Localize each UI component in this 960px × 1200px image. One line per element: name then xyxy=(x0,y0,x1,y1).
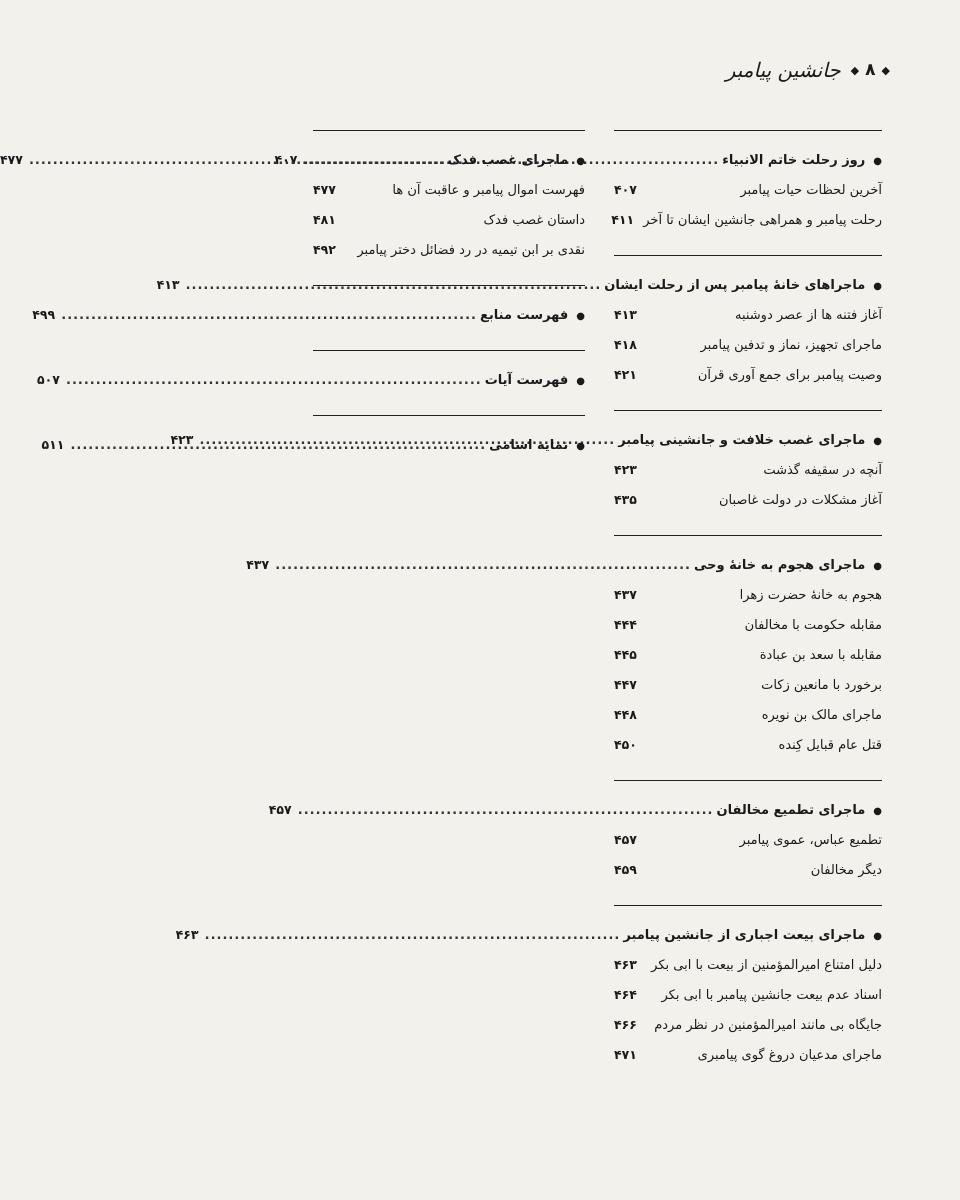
toc-entry-title: ماجرای تجهیز، نماز و تدفین پیامبر xyxy=(700,338,882,353)
diamond-ornament-icon: ◆ xyxy=(850,63,860,77)
toc-page-number: ۴۲۳ xyxy=(170,432,194,447)
toc-heading-title: فهرست منابع xyxy=(480,308,569,323)
toc-entry-title: داستان غصب فدک xyxy=(483,213,585,228)
toc-page-number: ۴۲۳ xyxy=(614,462,637,477)
toc-entry-title: ماجرای مدعیان دروغ گوی پیامبری xyxy=(697,1048,882,1063)
section-divider xyxy=(313,350,585,351)
toc-entry-title: برخورد با مانعین زکات xyxy=(761,678,882,693)
toc-entry-title: آنچه در سقیفه گذشت xyxy=(763,463,882,478)
toc-entry xyxy=(611,205,882,235)
toc-section xyxy=(175,905,882,1070)
toc-section-heading xyxy=(156,270,882,300)
toc-page-number: ۴۴۵ xyxy=(614,647,637,662)
toc-page-number: ۴۰۷ xyxy=(274,152,298,167)
toc-entry xyxy=(614,580,882,610)
toc-section-heading xyxy=(175,920,882,950)
toc-heading-title: ماجرای غصب خلافت و جانشینی پیامبر xyxy=(618,433,866,448)
toc-entry-title: تطمیع عباس، عموی پیامبر xyxy=(739,833,882,848)
bullet-icon: ● xyxy=(873,931,882,942)
toc-section xyxy=(246,535,882,760)
toc-entry-title: رحلت پیامبر و همراهی جانشین ایشان تا آخر xyxy=(643,213,882,228)
toc-page-number: ۴۱۸ xyxy=(614,337,637,352)
toc-entry xyxy=(614,1010,882,1040)
toc-page-number: ۴۶۳ xyxy=(614,957,637,972)
book-title: جانشین پیامبر xyxy=(725,58,841,82)
toc-page-number: ۴۳۵ xyxy=(614,492,637,507)
bullet-icon: ● xyxy=(576,156,585,167)
section-divider xyxy=(313,130,585,131)
toc-page-number: ۴۵۰ xyxy=(614,737,637,752)
toc-entry-title: مقابله حکومت با مخالفان xyxy=(744,618,882,633)
toc-entry-title: نقدی بر ابن تیمیه در رد فضائل دختر پیامبر xyxy=(357,243,585,258)
dot-leader xyxy=(67,431,489,461)
toc-section xyxy=(37,350,585,395)
toc-entry-title: ماجرای مالک بن نویره xyxy=(761,708,882,723)
toc-page-number: ۴۴۸ xyxy=(614,707,637,722)
toc-section xyxy=(268,780,882,885)
toc-heading-title: ماجرای بیعت اجباری از جانشین پیامبر xyxy=(623,928,866,943)
toc-entry xyxy=(614,1040,882,1070)
toc-page-number: ۴۶۴ xyxy=(614,987,637,1002)
bullet-icon: ● xyxy=(873,156,882,167)
toc-page-number: ۴۷۷ xyxy=(313,182,336,197)
toc-heading-title: ماجرای هجوم به خانهٔ وحی xyxy=(693,558,866,573)
toc-entry xyxy=(313,175,585,205)
toc-page-number: ۵۱۱ xyxy=(41,437,65,452)
toc-entry xyxy=(614,360,882,390)
toc-entry xyxy=(614,855,882,885)
dot-leader xyxy=(58,301,480,331)
toc-entry-title: آخرین لحظات حیات پیامبر xyxy=(740,183,882,198)
toc-page-number: ۴۰۷ xyxy=(614,182,637,197)
toc-section-heading xyxy=(246,550,882,580)
section-divider xyxy=(614,905,882,906)
section-divider xyxy=(614,255,882,256)
toc-page-number: ۴۹۲ xyxy=(313,242,336,257)
toc-heading-title: ماجراهای خانهٔ پیامبر پس از رحلت ایشان xyxy=(604,278,866,293)
toc-entry xyxy=(614,670,882,700)
toc-page-number: ۴۸۱ xyxy=(313,212,336,227)
dot-leader xyxy=(26,146,448,176)
dot-leader xyxy=(295,796,717,826)
toc-entry-title: آغاز مشکلات در دولت غاصبان xyxy=(718,493,882,508)
toc-entry-title: قتل عام قبایل کِنده xyxy=(778,738,882,753)
toc-page-number: ۴۵۷ xyxy=(268,802,292,817)
section-divider xyxy=(614,535,882,536)
toc-entry xyxy=(614,700,882,730)
toc-page-number: ۴۳۷ xyxy=(246,557,270,572)
dot-leader xyxy=(202,921,624,951)
toc-entry xyxy=(614,610,882,640)
toc-entry xyxy=(614,455,882,485)
toc-page-number: ۴۶۶ xyxy=(614,1017,637,1032)
toc-entry-title: مقابله با سعد بن عبادة xyxy=(759,648,882,663)
bullet-icon: ● xyxy=(873,436,882,447)
toc-entry-title: وصیت پیامبر برای جمع آوری قرآن xyxy=(697,368,882,383)
toc-entry xyxy=(614,175,882,205)
toc-page-number: ۴۴۴ xyxy=(614,617,637,632)
bullet-icon: ● xyxy=(576,311,585,322)
toc-section-heading xyxy=(268,795,882,825)
bullet-icon: ● xyxy=(576,376,585,387)
toc-heading-title: ماجرای تطمیع مخالفان xyxy=(716,803,866,818)
toc-entry-title: اسناد عدم بیعت جانشین پیامبر با ابی بکر xyxy=(661,988,882,1003)
toc-section-heading xyxy=(37,365,585,395)
toc-entry-title: دلیل امتناع امیرالمؤمنین از بیعت با ابی بکر xyxy=(651,958,882,973)
toc-entry xyxy=(313,235,585,265)
toc-entry-title: هجوم به خانهٔ حضرت زهرا xyxy=(739,588,882,603)
toc-page-number: ۴۶۳ xyxy=(175,927,199,942)
toc-page-number: ۴۴۷ xyxy=(614,677,637,692)
toc-page-number: ۴۷۱ xyxy=(614,1047,637,1062)
toc-entry xyxy=(614,300,882,330)
toc-page-number: ۴۳۷ xyxy=(614,587,637,602)
toc-heading-title: روز رحلت خاتم الانبیاء xyxy=(722,153,866,168)
toc-entry xyxy=(614,640,882,670)
toc-page-number: ۴۲۱ xyxy=(614,367,637,382)
toc-heading-title: ماجرای غصب فدک xyxy=(447,153,569,168)
toc-section-heading xyxy=(32,300,585,330)
toc-page-number: ۴۱۱ xyxy=(611,212,635,227)
page-number: ۸ xyxy=(865,60,876,80)
dot-leader xyxy=(272,551,694,581)
toc-section xyxy=(32,285,585,330)
dot-leader xyxy=(63,366,485,396)
toc-heading-title: نمایه اسامی xyxy=(489,438,569,453)
section-divider xyxy=(313,415,585,416)
section-divider xyxy=(313,285,585,286)
toc-entry-title: آغاز فتنه ها از عصر دوشنبه xyxy=(734,308,882,323)
bullet-icon: ● xyxy=(576,441,585,452)
toc-page-number: ۴۹۹ xyxy=(32,307,56,322)
toc-entry-title: جایگاه بی مانند امیرالمؤمنین در نظر مردم xyxy=(654,1018,882,1033)
page-header xyxy=(297,58,890,82)
section-divider xyxy=(614,410,882,411)
toc-entry xyxy=(614,950,882,980)
toc-heading-title: فهرست آیات xyxy=(484,373,569,388)
toc-page-number: ۴۱۳ xyxy=(156,277,180,292)
toc-page-number: ۴۱۳ xyxy=(614,307,637,322)
bullet-icon: ● xyxy=(873,806,882,817)
toc-entry xyxy=(614,730,882,760)
toc-entry xyxy=(614,485,882,515)
section-divider xyxy=(614,780,882,781)
toc-page-number: ۴۷۷ xyxy=(0,152,23,167)
toc-entry-title: دیگر مخالفان xyxy=(810,863,882,878)
toc-entry xyxy=(313,205,585,235)
toc-page-number: ۴۵۷ xyxy=(614,832,637,847)
toc-entry xyxy=(614,825,882,855)
toc-page-number: ۴۵۹ xyxy=(614,862,637,877)
toc-entry xyxy=(614,980,882,1010)
section-divider xyxy=(614,130,882,131)
bullet-icon: ● xyxy=(873,561,882,572)
toc-entry-title: فهرست اموال پیامبر و عاقبت آن ها xyxy=(392,183,585,198)
diamond-ornament-icon: ◆ xyxy=(881,63,890,77)
bullet-icon: ● xyxy=(873,281,882,292)
toc-page-number: ۵۰۷ xyxy=(37,372,60,387)
toc-entry xyxy=(614,330,882,360)
